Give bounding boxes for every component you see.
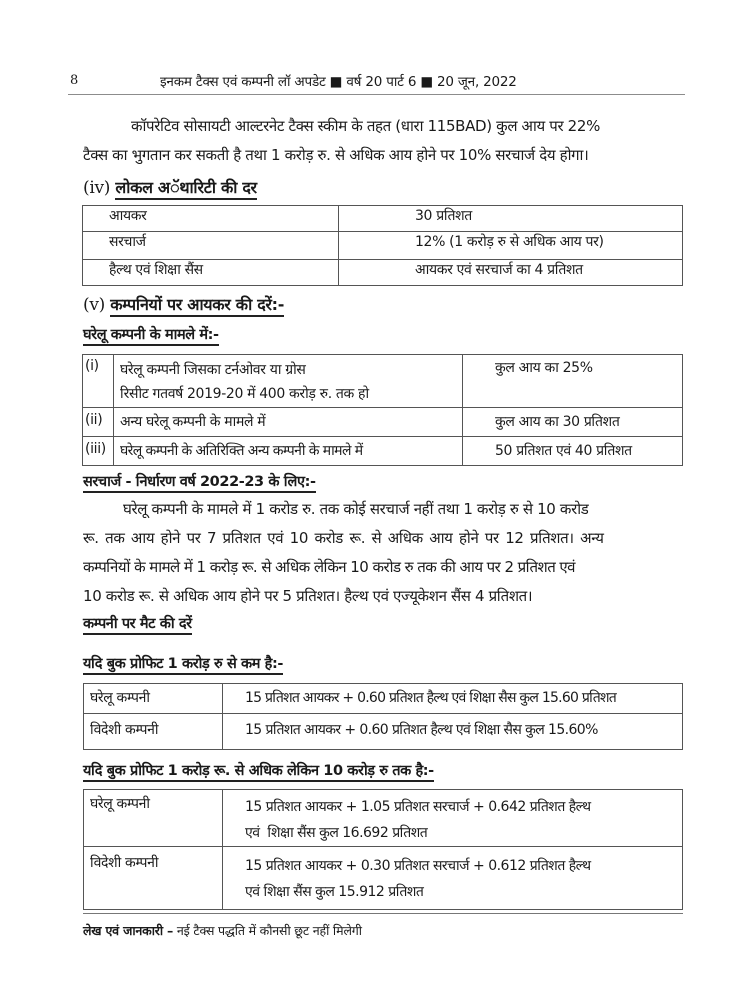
section-v-title: कम्पनियों पर आयकर की दरें:- [110, 295, 284, 317]
table-row [83, 232, 683, 260]
surcharge-paragraph [83, 495, 683, 611]
mat-below-1cr-heading: यदि बुक प्रोफिट 1 करोड़ रु से कम है:- [83, 653, 283, 673]
intro-line-1: कॉपरेटिव सोसायटी आल्टरनेट टैक्स स्कीम के तहत (धारा 115BAD) कुल आय पर 22% [131, 117, 600, 135]
rate-label: आयकर [83, 206, 339, 232]
company-type: विदेशी कम्पनी [84, 714, 223, 750]
row-description: घरेलू कम्पनी के अतिरिक्ति अन्य कम्पनी के मामले में [114, 437, 463, 466]
row-rate: कुल आय का 25% [463, 355, 683, 408]
surcharge-heading: सरचार्ज - निर्धारण वर्ष 2022-23 के लिए:- [83, 471, 316, 491]
intro-paragraph [83, 112, 683, 170]
footer-label: लेख एवं जानकारी – [83, 923, 174, 938]
mat-below-1cr-table [83, 683, 683, 750]
footer-divider [83, 913, 683, 914]
row-description: अन्य घरेलू कम्पनी के मामले में [114, 408, 463, 437]
company-type: घरेलू कम्पनी [84, 790, 223, 847]
row-index: (ii) [83, 408, 114, 437]
rate-value: 30 प्रतिशत [339, 206, 683, 232]
table-row [84, 790, 683, 847]
footer-text: नई टैक्स पद्धति में कौनसी छूट नहीं मिलेगी [176, 923, 362, 938]
section-v-heading [83, 293, 284, 315]
running-head: इनकम टैक्स एवं कम्पनी लॉ अपडेट ■ वर्ष 20 पार्ट 6 ■ 20 जून, 2022 [160, 74, 517, 90]
table-row [83, 437, 683, 466]
page-header [68, 72, 685, 95]
table-row [84, 714, 683, 750]
table-row [83, 408, 683, 437]
table-row [83, 355, 683, 408]
company-type: विदेशी कम्पनी [84, 847, 223, 910]
mat-1-10cr-table [83, 789, 683, 910]
section-v-number: (v) [83, 295, 105, 315]
row-description: घरेलू कम्पनी जिसका टर्नओवर या ग्रोस रिसीट गतवर्ष 2019-20 में 400 करोड़ रु. तक हो [114, 355, 463, 408]
table-row [84, 684, 683, 714]
intro-line-2: टैक्स का भुगतान कर सकती है तथा 1 करोड़ रु. से अधिक आय होने पर 10% सरचार्ज देय होगा। [83, 146, 589, 164]
mat-heading: कम्पनी पर मैट की दरें [83, 613, 192, 633]
domestic-company-rate-table [82, 354, 683, 466]
rate-label: सरचार्ज [83, 232, 339, 260]
table-row [83, 260, 683, 286]
page-footer [83, 922, 362, 939]
mat-rate: 15 प्रतिशत आयकर + 0.30 प्रतिशत सरचार्ज + 0.612 प्रतिशत हैल्थ एवं शिक्षा सैंस कुल 15.912 प्रतिशत [223, 847, 683, 910]
mat-1-10cr-heading: यदि बुक प्रोफिट 1 करोड़ रू. से अधिक लेकिन 10 करोड़ रु तक है:- [83, 760, 434, 780]
section-v-subtitle: घरेलू कम्पनी के मामले में:- [83, 324, 219, 344]
rate-label: हैल्थ एवं शिक्षा सैंस [83, 260, 339, 286]
surcharge-line-4: 10 करोड रू. से अधिक आय होने पर 5 प्रतिशत। हैल्थ एवं एज्यूकेशन सैंस 4 प्रतिशत। [83, 587, 533, 605]
mat-rate: 15 प्रतिशत आयकर + 0.60 प्रतिशत हैल्थ एवं शिक्षा सैस कुल 15.60 प्रतिशत [223, 684, 683, 714]
mat-rate: 15 प्रतिशत आयकर + 0.60 प्रतिशत हैल्थ एवं शिक्षा सैस कुल 15.60% [223, 714, 683, 750]
local-authority-rate-table [82, 205, 683, 286]
row-rate: 50 प्रतिशत एवं 40 प्रतिशत [463, 437, 683, 466]
rate-value: आयकर एवं सरचार्ज का 4 प्रतिशत [339, 260, 683, 286]
section-iv-number: (iv) [83, 178, 111, 198]
page-number: 8 [70, 73, 79, 88]
table-row [83, 206, 683, 232]
company-type: घरेलू कम्पनी [84, 684, 223, 714]
row-index: (i) [83, 355, 114, 408]
mat-rate: 15 प्रतिशत आयकर + 1.05 प्रतिशत सरचार्ज + 0.642 प्रतिशत हैल्थ एवं शिक्षा सैंस कुल 16.692 प्रतिशत [223, 790, 683, 847]
surcharge-line-3: कम्पनियों के मामले में 1 करोड़ रू. से अधिक लेकिन 10 करोड रु तक की आय पर 2 प्रतिशत एवं [83, 558, 575, 576]
row-rate: कुल आय का 30 प्रतिशत [463, 408, 683, 437]
surcharge-line-1: घरेलू कम्पनी के मामले में 1 करोड रु. तक कोई सरचार्ज नहीं तथा 1 करोड़ रु से 10 करोड [123, 500, 589, 518]
section-iv-title: लोकल अॅथारिटी की दर [115, 178, 256, 200]
rate-value: 12% (1 करोड़ रु से अधिक आय पर) [339, 232, 683, 260]
row-index: (iii) [83, 437, 114, 466]
section-iv-heading [83, 176, 257, 198]
surcharge-line-2: रू. तक आय होने पर 7 प्रतिशत एवं 10 करोड रू. से अधिक आय होने पर 12 प्रतिशत। अन्य [83, 529, 604, 547]
table-row [84, 847, 683, 910]
